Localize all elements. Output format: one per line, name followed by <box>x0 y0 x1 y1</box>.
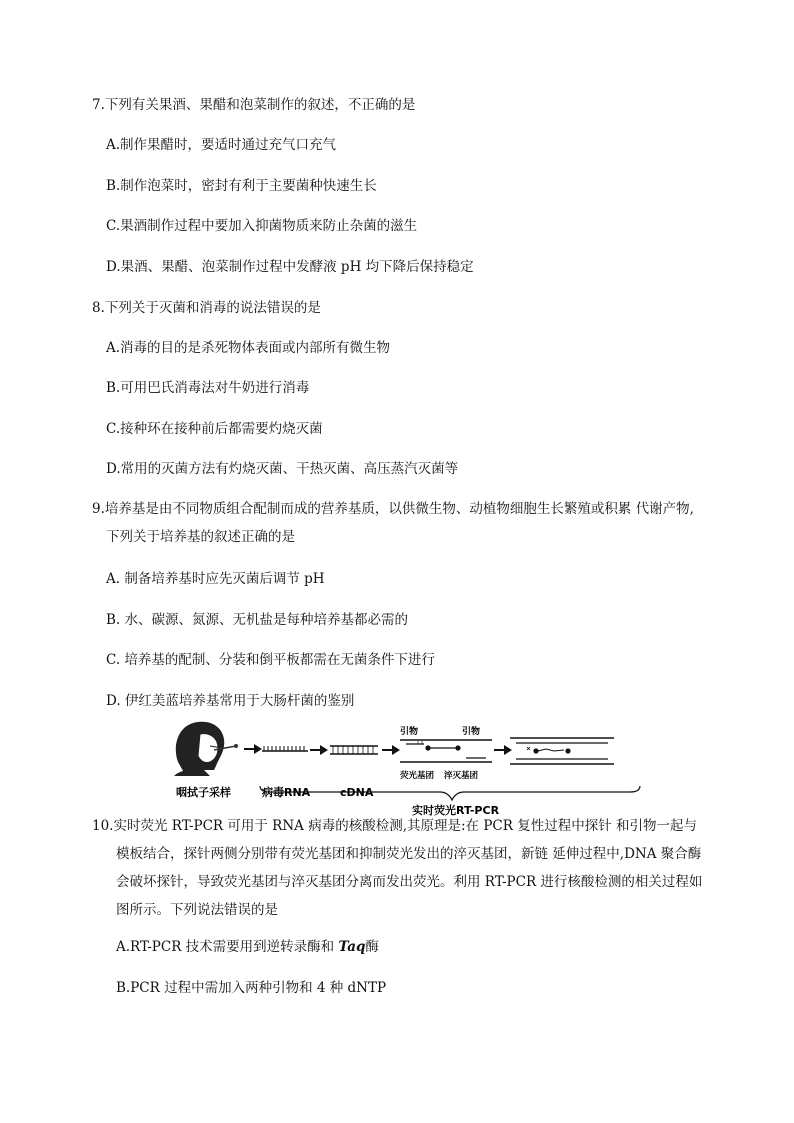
q9-stem <box>92 495 704 551</box>
probe-panel-1 <box>400 740 492 762</box>
arrow-icon <box>310 745 328 755</box>
q10-option-a-prefix: A.RT-PCR 技术需要用到逆转录酶和 <box>116 939 339 955</box>
bracket <box>260 786 640 800</box>
q7-option-b: B.制作泡菜时，密封有利于主要菌种快速生长 <box>106 178 377 194</box>
q10-option-b: B.PCR 过程中需加入两种引物和 4 种 dNTP <box>116 980 387 996</box>
figure-caption: 实时荧光RT-PCR <box>412 804 500 816</box>
cdna-strand <box>330 746 378 754</box>
q10-option-a-enzyme: Taq <box>338 939 366 955</box>
arrow-icon <box>244 744 262 754</box>
label-primer-1: 引物 <box>400 727 419 737</box>
q7-option-c: C.果酒制作过程中要加入抑菌物质来防止杂菌的滋生 <box>106 218 418 234</box>
q8-option-b: B.可用巴氏消毒法对牛奶进行消毒 <box>106 380 310 396</box>
q8-stem: 8.下列关于灭菌和消毒的说法错误的是 <box>92 300 321 316</box>
q9-stem-text: 9.培养基是由不同物质组合配制而成的营养基质，以供微生物、动植物细胞生长繁殖或积累 代谢产物,下列关于培养基的叙述正确的是 <box>92 501 694 545</box>
label-cdna: cDNA <box>340 786 374 799</box>
q8-option-a: A.消毒的目的是杀死物体表面或内部所有微生物 <box>106 340 391 356</box>
label-quench: 淬灭基团 <box>444 771 479 781</box>
q9-option-a: A. 制备培养基时应先灭菌后调节 pH <box>106 571 325 587</box>
q10-stem <box>92 812 710 924</box>
probe-panel-2 <box>510 738 614 764</box>
rt-pcr-figure <box>170 716 700 816</box>
quench-dot <box>455 745 460 750</box>
person-swab-icon <box>172 722 238 776</box>
q10-stem-text: 10.实时荧光 RT-PCR 可用于 RNA 病毒的核酸检测,其原理是:在 PCR 复性过程中探针 和引物一起与模板结合，探针两侧分别带有荧光基团和抑制荧光发出的淬灭基团，新链 延伸过程中,DNA 聚合酶会破坏探针，导致荧光基团与淬灭基团分离而发出荧光。利用 RT-PCR 进行核酸检测的相关过程如图所示。下列说法错误的是 <box>92 818 703 918</box>
arrow-icon <box>494 745 512 755</box>
q7-stem: 7.下列有关果酒、果醋和泡菜制作的叙述，不正确的是 <box>92 97 416 113</box>
q7-option-a: A.制作果醋时，要适时通过充气口充气 <box>106 137 337 153</box>
label-swab: 咽拭子采样 <box>176 786 231 799</box>
q7-option-d: D.果酒、果醋、泡菜制作过程中发酵液 pH 均下降后保持稳定 <box>106 259 474 275</box>
rna-strand <box>262 746 308 751</box>
fluor-dot <box>425 745 430 750</box>
label-fluor: 荧光基团 <box>400 771 435 781</box>
label-primer-2: 引物 <box>462 727 481 737</box>
q10-option-a-suffix: 酶 <box>365 939 379 955</box>
q10-option-a <box>116 938 379 956</box>
q8-option-d: D.常用的灭菌方法有灼烧灭菌、干热灭菌、高压蒸汽灭菌等 <box>106 461 459 477</box>
q9-option-b: B. 水、碳源、氮源、无机盐是每种培养基都必需的 <box>106 612 409 628</box>
label-rna: 病毒RNA <box>262 786 311 799</box>
rt-pcr-diagram <box>170 716 700 816</box>
q9-option-c: C. 培养基的配制、分装和倒平板都需在无菌条件下进行 <box>106 652 435 668</box>
q8-option-c: C.接种环在接种前后都需要灼烧灭菌 <box>106 421 323 437</box>
arrow-icon <box>382 745 400 755</box>
q9-option-d: D. 伊红美蓝培养基常用于大肠杆菌的鉴别 <box>106 693 355 709</box>
